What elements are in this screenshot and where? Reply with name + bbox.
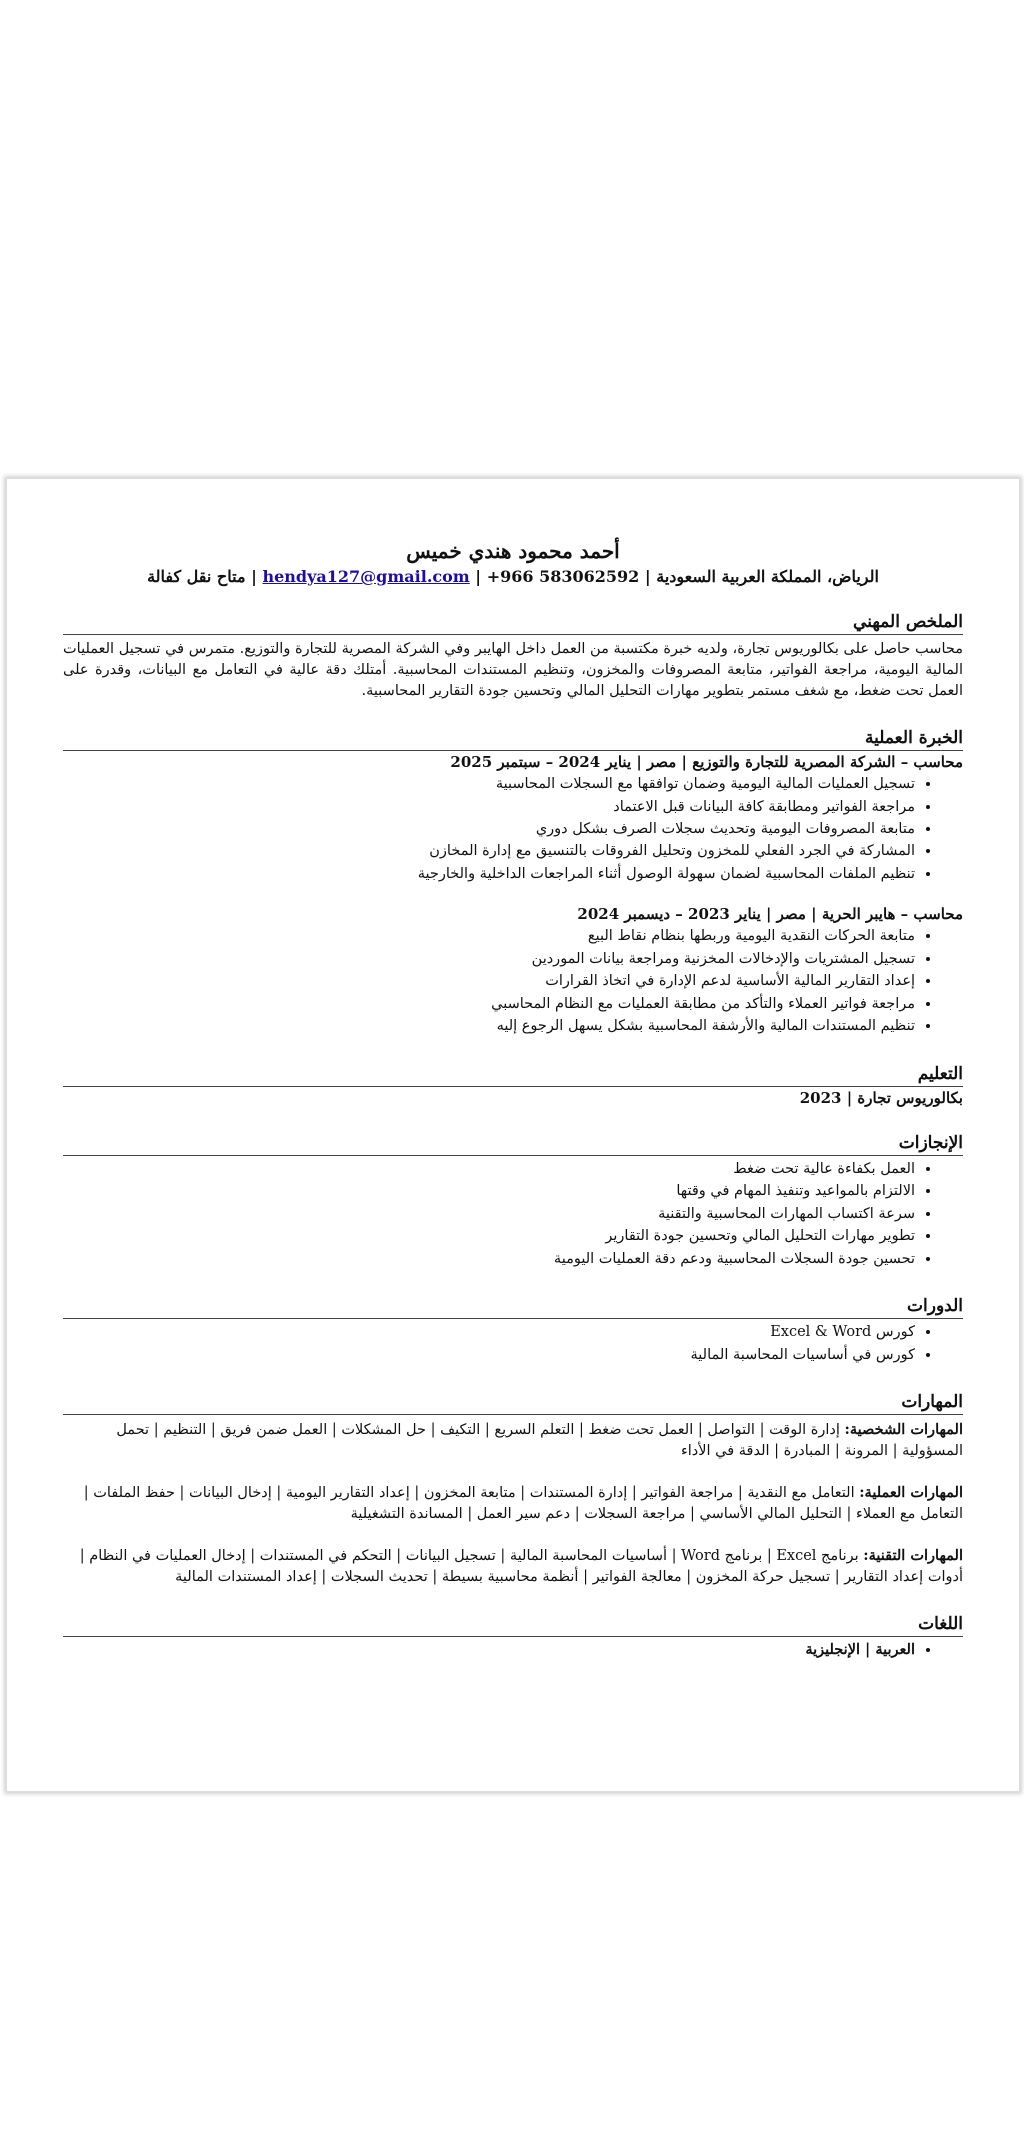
list-item: • الالتزام بالمواعيد وتنفيذ المهام في وقتها	[63, 1180, 915, 1202]
section-title: الملخص المهني	[63, 612, 963, 635]
list-item: • تسجيل العمليات المالية اليومية وضمان توافقها مع السجلات المحاسبية	[63, 773, 915, 795]
section-title: الخبرة العملية	[63, 728, 963, 751]
location: الرياض، المملكة العربية السعودية	[656, 567, 879, 586]
job-bullets	[63, 925, 963, 1037]
phone: +966 583062592	[486, 567, 640, 586]
section-title: التعليم	[63, 1064, 963, 1087]
list-item: • مراجعة الفواتير ومطابقة كافة البيانات قبل الاعتماد	[63, 796, 915, 818]
skills-label: المهارات العملية:	[859, 1484, 963, 1502]
list-item: • مراجعة فواتير العملاء والتأكد من مطابقة العمليات مع النظام المحاسبي	[63, 993, 915, 1015]
list-item: • تنظيم الملفات المحاسبية لضمان سهولة الوصول أثناء المراجعات الداخلية والخارجية	[63, 863, 915, 885]
skills-label: المهارات التقنية:	[863, 1547, 963, 1565]
list-item: • سرعة اكتساب المهارات المحاسبية والتقنية	[63, 1203, 915, 1225]
list-item: • تسجيل المشتريات والإدخالات المخزنية ومراجعة بيانات الموردين	[63, 948, 915, 970]
achievements-section	[63, 1133, 963, 1270]
section-title: اللغات	[63, 1614, 963, 1637]
email-link[interactable]: hendya127@gmail.com	[262, 567, 470, 586]
list-item: • تحسين جودة السجلات المحاسبية ودعم دقة العمليات اليومية	[63, 1248, 915, 1270]
courses-list	[63, 1321, 963, 1366]
list-item: • إعداد التقارير المالية الأساسية لدعم الإدارة في اتخاذ القرارات	[63, 970, 915, 992]
courses-section	[63, 1296, 963, 1366]
experience-section	[63, 728, 963, 1038]
list-item: • العمل بكفاءة عالية تحت ضغط	[63, 1158, 915, 1180]
list-item: • متابعة المصروفات اليومية وتحديث سجلات الصرف بشكل دوري	[63, 818, 915, 840]
list-item: • العربية | الإنجليزية	[63, 1639, 915, 1661]
section-title: الدورات	[63, 1296, 963, 1319]
separator: |	[469, 567, 487, 586]
achievements-list	[63, 1158, 963, 1270]
list-item: • كورس Excel & Word	[63, 1321, 915, 1343]
resume-content	[63, 539, 963, 1662]
graduation-year: 2023	[799, 1088, 842, 1107]
summary-text: محاسب حاصل على بكالوريوس تجارة، ولديه خبرة مكتسبة من العمل داخل الهايبر وفي الشركة المصرية للتجارة والتوزيع. متمرس في تسجيل العمليات المالية اليومية، مراجعة الفواتير، متابعة المصروفات والمخزون، وتنظيم المستندات المحاسبية. أمتلك دقة عالية في التعامل مع البيانات، وقدرة على العمل تحت ضغط، مع شغف مستمر بتطوير مهارات التحليل المالي وتحسين جودة التقارير المحاسبية.	[63, 641, 963, 700]
education-entry: بكالوريوس تجارة | 2023	[799, 1088, 963, 1107]
job-bullets	[63, 773, 963, 885]
technical-skills	[63, 1545, 963, 1588]
section-title: المهارات	[63, 1392, 963, 1415]
job-heading: محاسب – الشركة المصرية للتجارة والتوزيع | مصر | يناير 2024 – سبتمبر 2025	[450, 753, 963, 772]
section-title: الإنجازات	[63, 1133, 963, 1156]
person-name: أحمد محمود هندي خميس	[406, 539, 620, 563]
separator: |	[245, 567, 263, 586]
personal-skills	[63, 1419, 963, 1462]
languages-list	[63, 1639, 963, 1661]
contact-line	[63, 567, 963, 586]
list-item: • متابعة الحركات النقدية اليومية وربطها بنظام نقاط البيع	[63, 925, 915, 947]
skills-text: برنامج Excel | برنامج Word | أساسيات المحاسبة المالية | تسجيل البيانات | التحكم في المستندات | إدخال العمليات في النظام | أدوات إعداد التقارير | تسجيل حركة المخزون | معالجة الفواتير | أنظمة محاسبية بسيطة | تحديث السجلات | إعداد المستندات المالية	[79, 1548, 963, 1586]
education-section	[63, 1064, 963, 1107]
list-item: • تطوير مهارات التحليل المالي وتحسين جودة التقارير	[63, 1225, 915, 1247]
list-item: • كورس في أساسيات المحاسبة المالية	[63, 1344, 915, 1366]
skills-section	[63, 1392, 963, 1588]
skills-label: المهارات الشخصية:	[844, 1421, 963, 1439]
list-item: • تنظيم المستندات المالية والأرشفة المحاسبية بشكل يسهل الرجوع إليه	[63, 1015, 915, 1037]
skills-text: التعامل مع النقدية | مراجعة الفواتير | إدارة المستندات | متابعة المخزون | إعداد التقارير اليومية | إدخال البيانات | حفظ الملفات | التعامل مع العملاء | التحليل المالي الأساسي | مراجعة السجلات | دعم سير العمل | المساندة التشغيلية	[83, 1485, 963, 1523]
job-heading: محاسب – هايبر الحرية | مصر | يناير 2023 – ديسمبر 2024	[577, 905, 963, 924]
languages-section	[63, 1614, 963, 1661]
skills-text: إدارة الوقت | التواصل | العمل تحت ضغط | التعلم السريع | التكيف | حل المشكلات | العمل ضمن فريق | التنظيم | تحمل المسؤولية | المرونة | المبادرة | الدقة في الأداء	[116, 1422, 963, 1460]
degree: بكالوريوس تجارة	[857, 1088, 963, 1107]
resume-page	[6, 478, 1020, 1792]
availability: متاح نقل كفالة	[147, 567, 246, 586]
summary-section	[63, 612, 963, 702]
list-item: • المشاركة في الجرد الفعلي للمخزون وتحليل الفروقات بالتنسيق مع إدارة المخازن	[63, 840, 915, 862]
separator: |	[639, 567, 657, 586]
practical-skills	[63, 1482, 963, 1525]
